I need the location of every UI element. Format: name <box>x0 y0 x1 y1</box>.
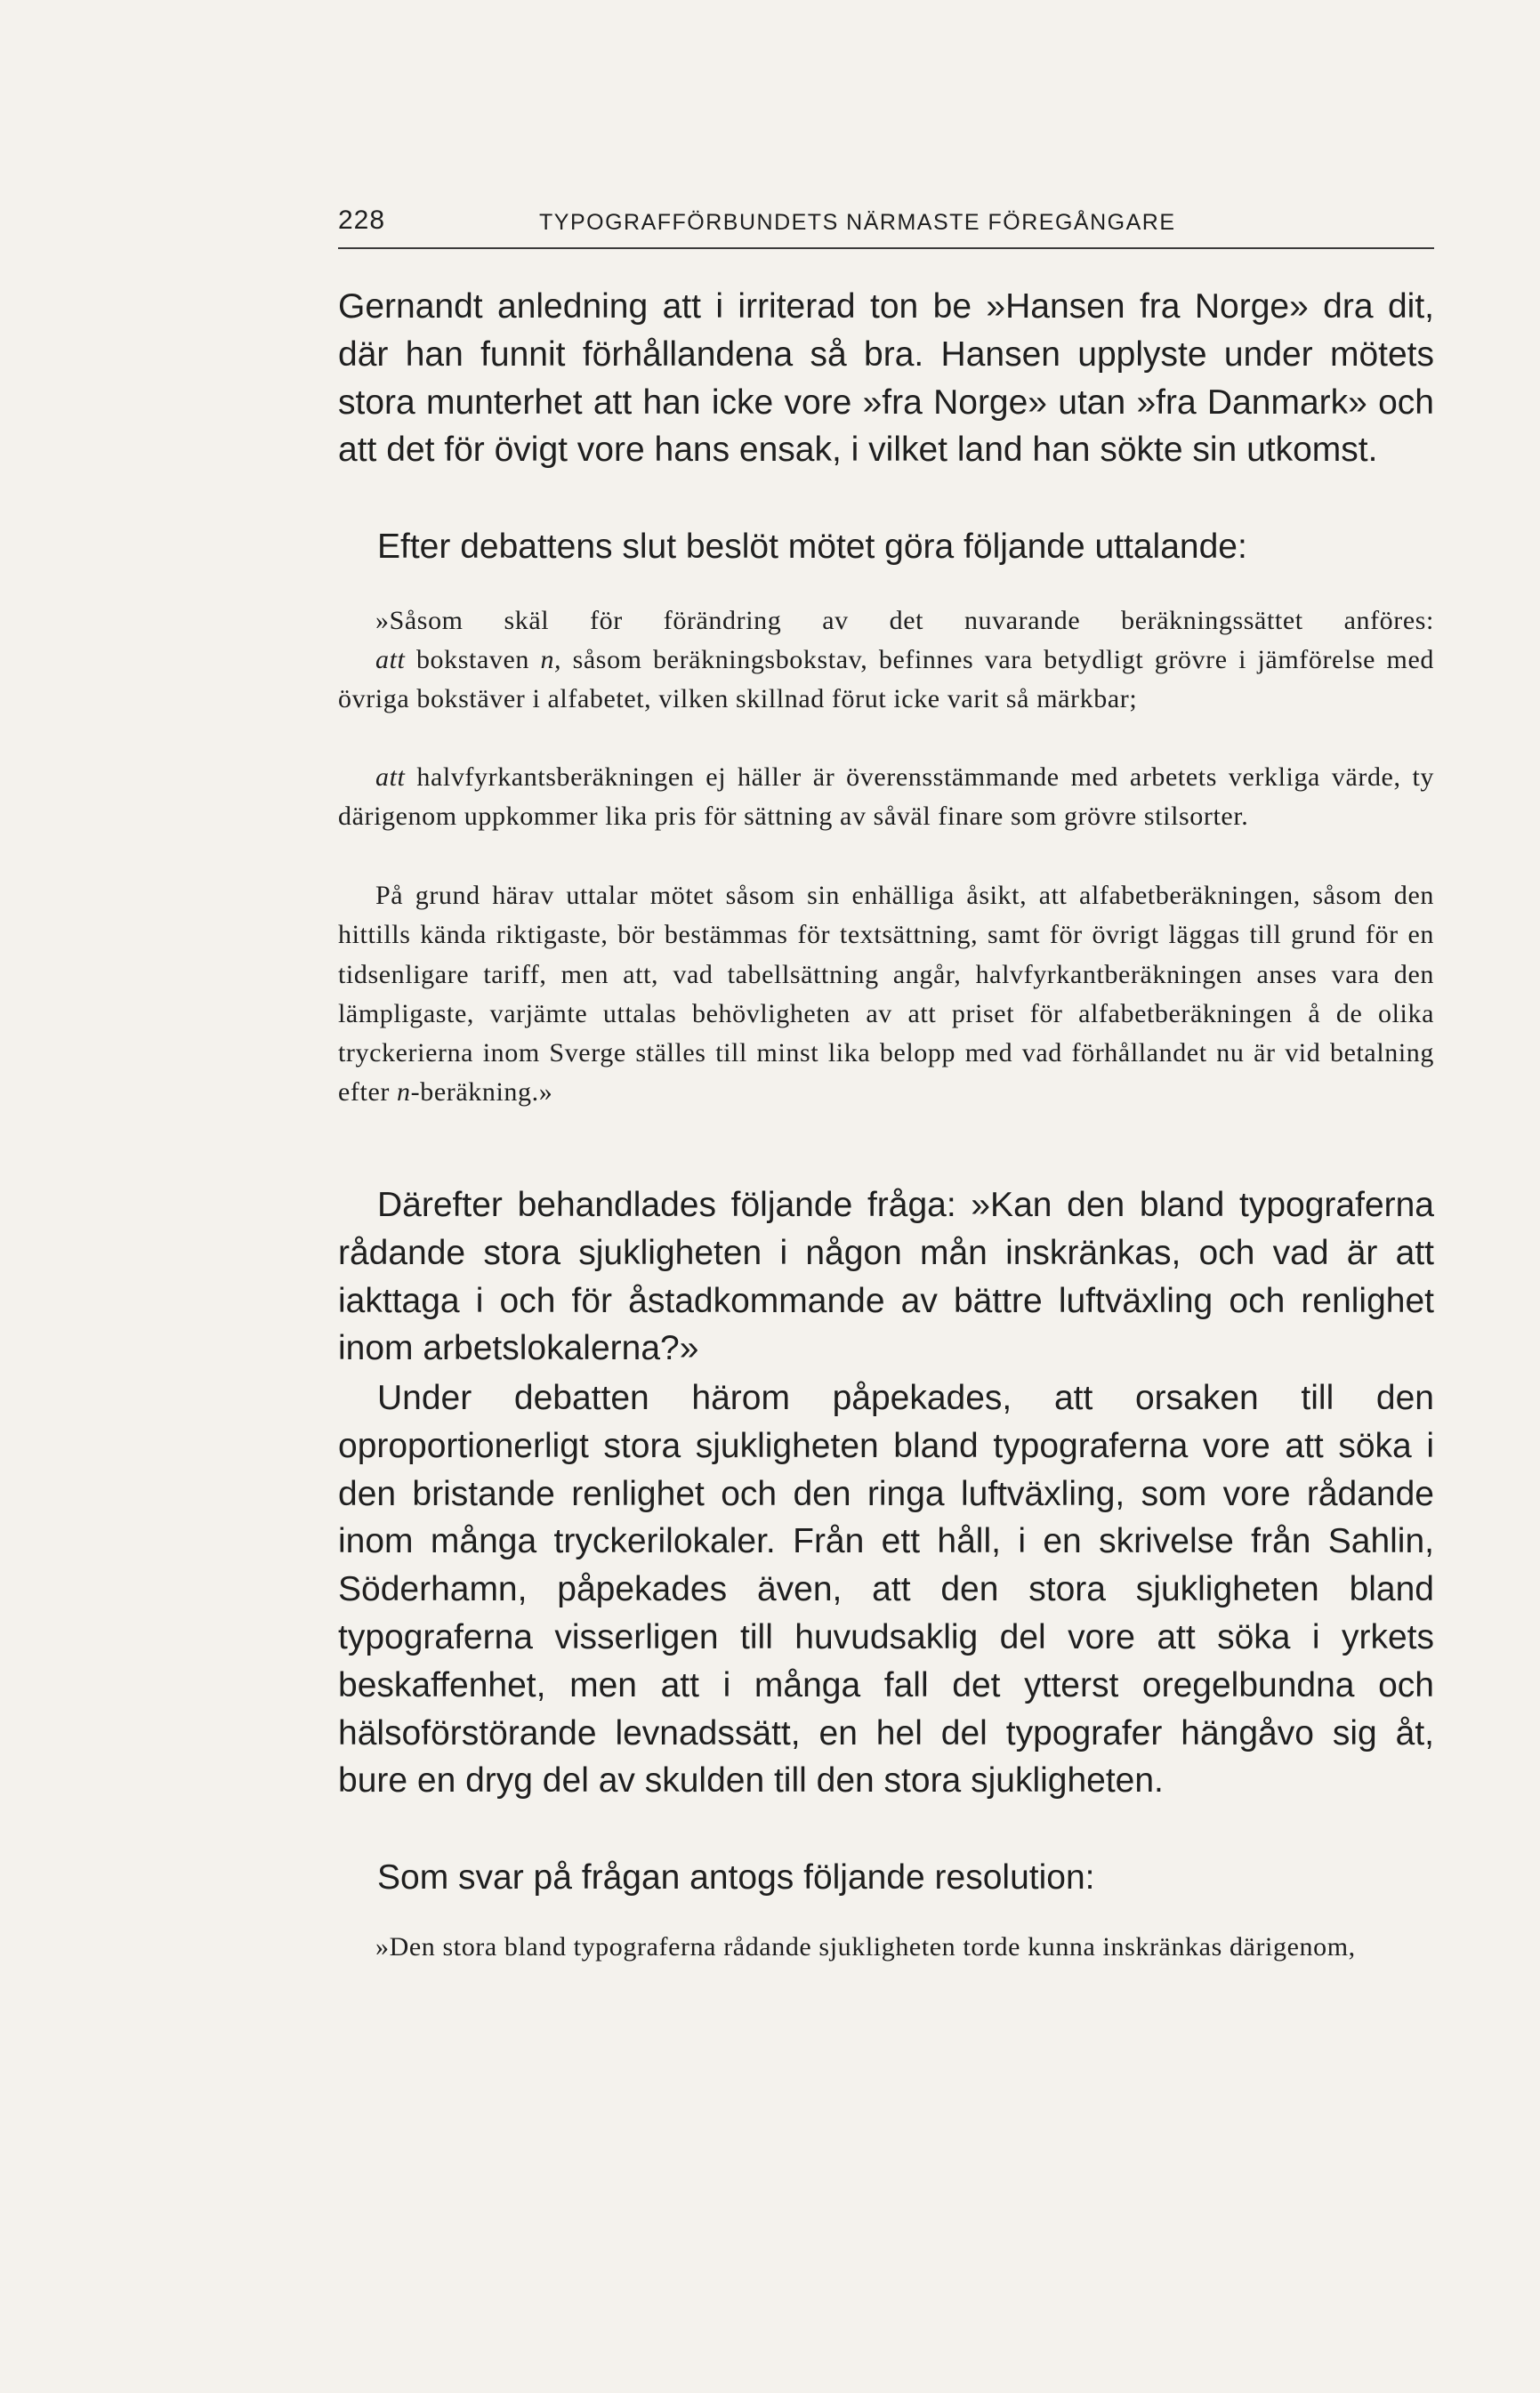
paragraph-4: Under debatten härom påpekades, att orsaken till den oproportionerligt stora sjukligheten bland typograferna vore att söka i den bristande renlighet och den ringa luftväxling, som vore rådande inom många tryckerilokaler. Från ett håll, i en skrivelse från Sahlin, Söderhamn, påpekades även, att den stora sjukligheten bland typograferna visserligen till huvudsaklig del vore att söka i yrkets beskaffenhet, men att i många fall det ytterst oregelbundna och hälsoförstörande levnadssätt, en hel del typografer hängåvo sig åt, bure en dryg del av skulden till den stora sjukligheten. <box>338 1379 1434 1801</box>
paragraph-1: Gernandt anledning att i irriterad ton be »Hansen fra Norge» dra dit, där han funnit förhållandena så bra. Hansen upplyste under mötets stora munterhet att han icke vore »fra Norge» utan »fra Danmark» och att det för övigt vore hans ensak, i vilket land han sökte sin utkomst. <box>338 287 1434 470</box>
quote-paragraph-5: »Den stora bland typograferna rådande sjukligheten torde kunna inskränkas därigenom, <box>375 1932 1356 1962</box>
quote-paragraph-4: På grund härav uttalar mötet såsom sin enhälliga åsikt, att alfabetberäkningen, såsom den hittills kända riktigaste, bör bestämmas för textsättning, samt för övrigt läggas till grund för en tidsenligare tariff, men att, vad tabellsättning angår, halvfyrkantberäkningen anses vara den lämpligaste, varjämte uttalas behövligheten av att priset för alfabetberäkningen å de olika tryckerierna inom Sverge ställes till minst lika belopp med vad förhållandet nu är vid betalning efter n-beräkning.» <box>338 881 1434 1108</box>
paragraph-5: Som svar på frågan antogs följande resolution: <box>377 1858 1095 1897</box>
paragraph-3: Därefter behandlades följande fråga: »Kan den bland typograferna rådande stora sjukligheten i någon mån inskränkas, och vad är att iakttaga i och för åstadkommande av bättre luftväxling och renlighet inom arbetslokalerna?» <box>338 1186 1434 1368</box>
quote-paragraph-3: att halvfyrkantsberäkningen ej häller är överensstämmande med arbetets verkliga värde, ty därigenom uppkommer lika pris för sättning av såväl finare som grövre stilsorter. <box>338 762 1434 832</box>
page-header <box>338 203 1434 249</box>
running-title: TYPOGRAFFÖRBUNDETS NÄRMASTE FÖREGÅNGARE <box>539 210 1176 235</box>
quote-italic-n: n, <box>540 645 562 674</box>
quote-italic-n: n <box>397 1077 411 1108</box>
quote-paragraph-2: att bokstaven n, såsom beräkningsbokstav, befinnes vara betydligt grövre i jämförelse med övriga bokstäver i alfabetet, vilken skillnad förut icke varit så märkbar; <box>338 645 1434 714</box>
page-number: 228 <box>338 205 386 235</box>
quote-italic-att: att <box>375 645 406 674</box>
quote-line-1: »Såsom skäl för förändring av det nuvarande beräkningssättet anföres: <box>375 606 1434 635</box>
paragraph-2: Efter debattens slut beslöt mötet göra följande uttalande: <box>377 528 1247 566</box>
quote-italic-att: att <box>375 762 406 792</box>
